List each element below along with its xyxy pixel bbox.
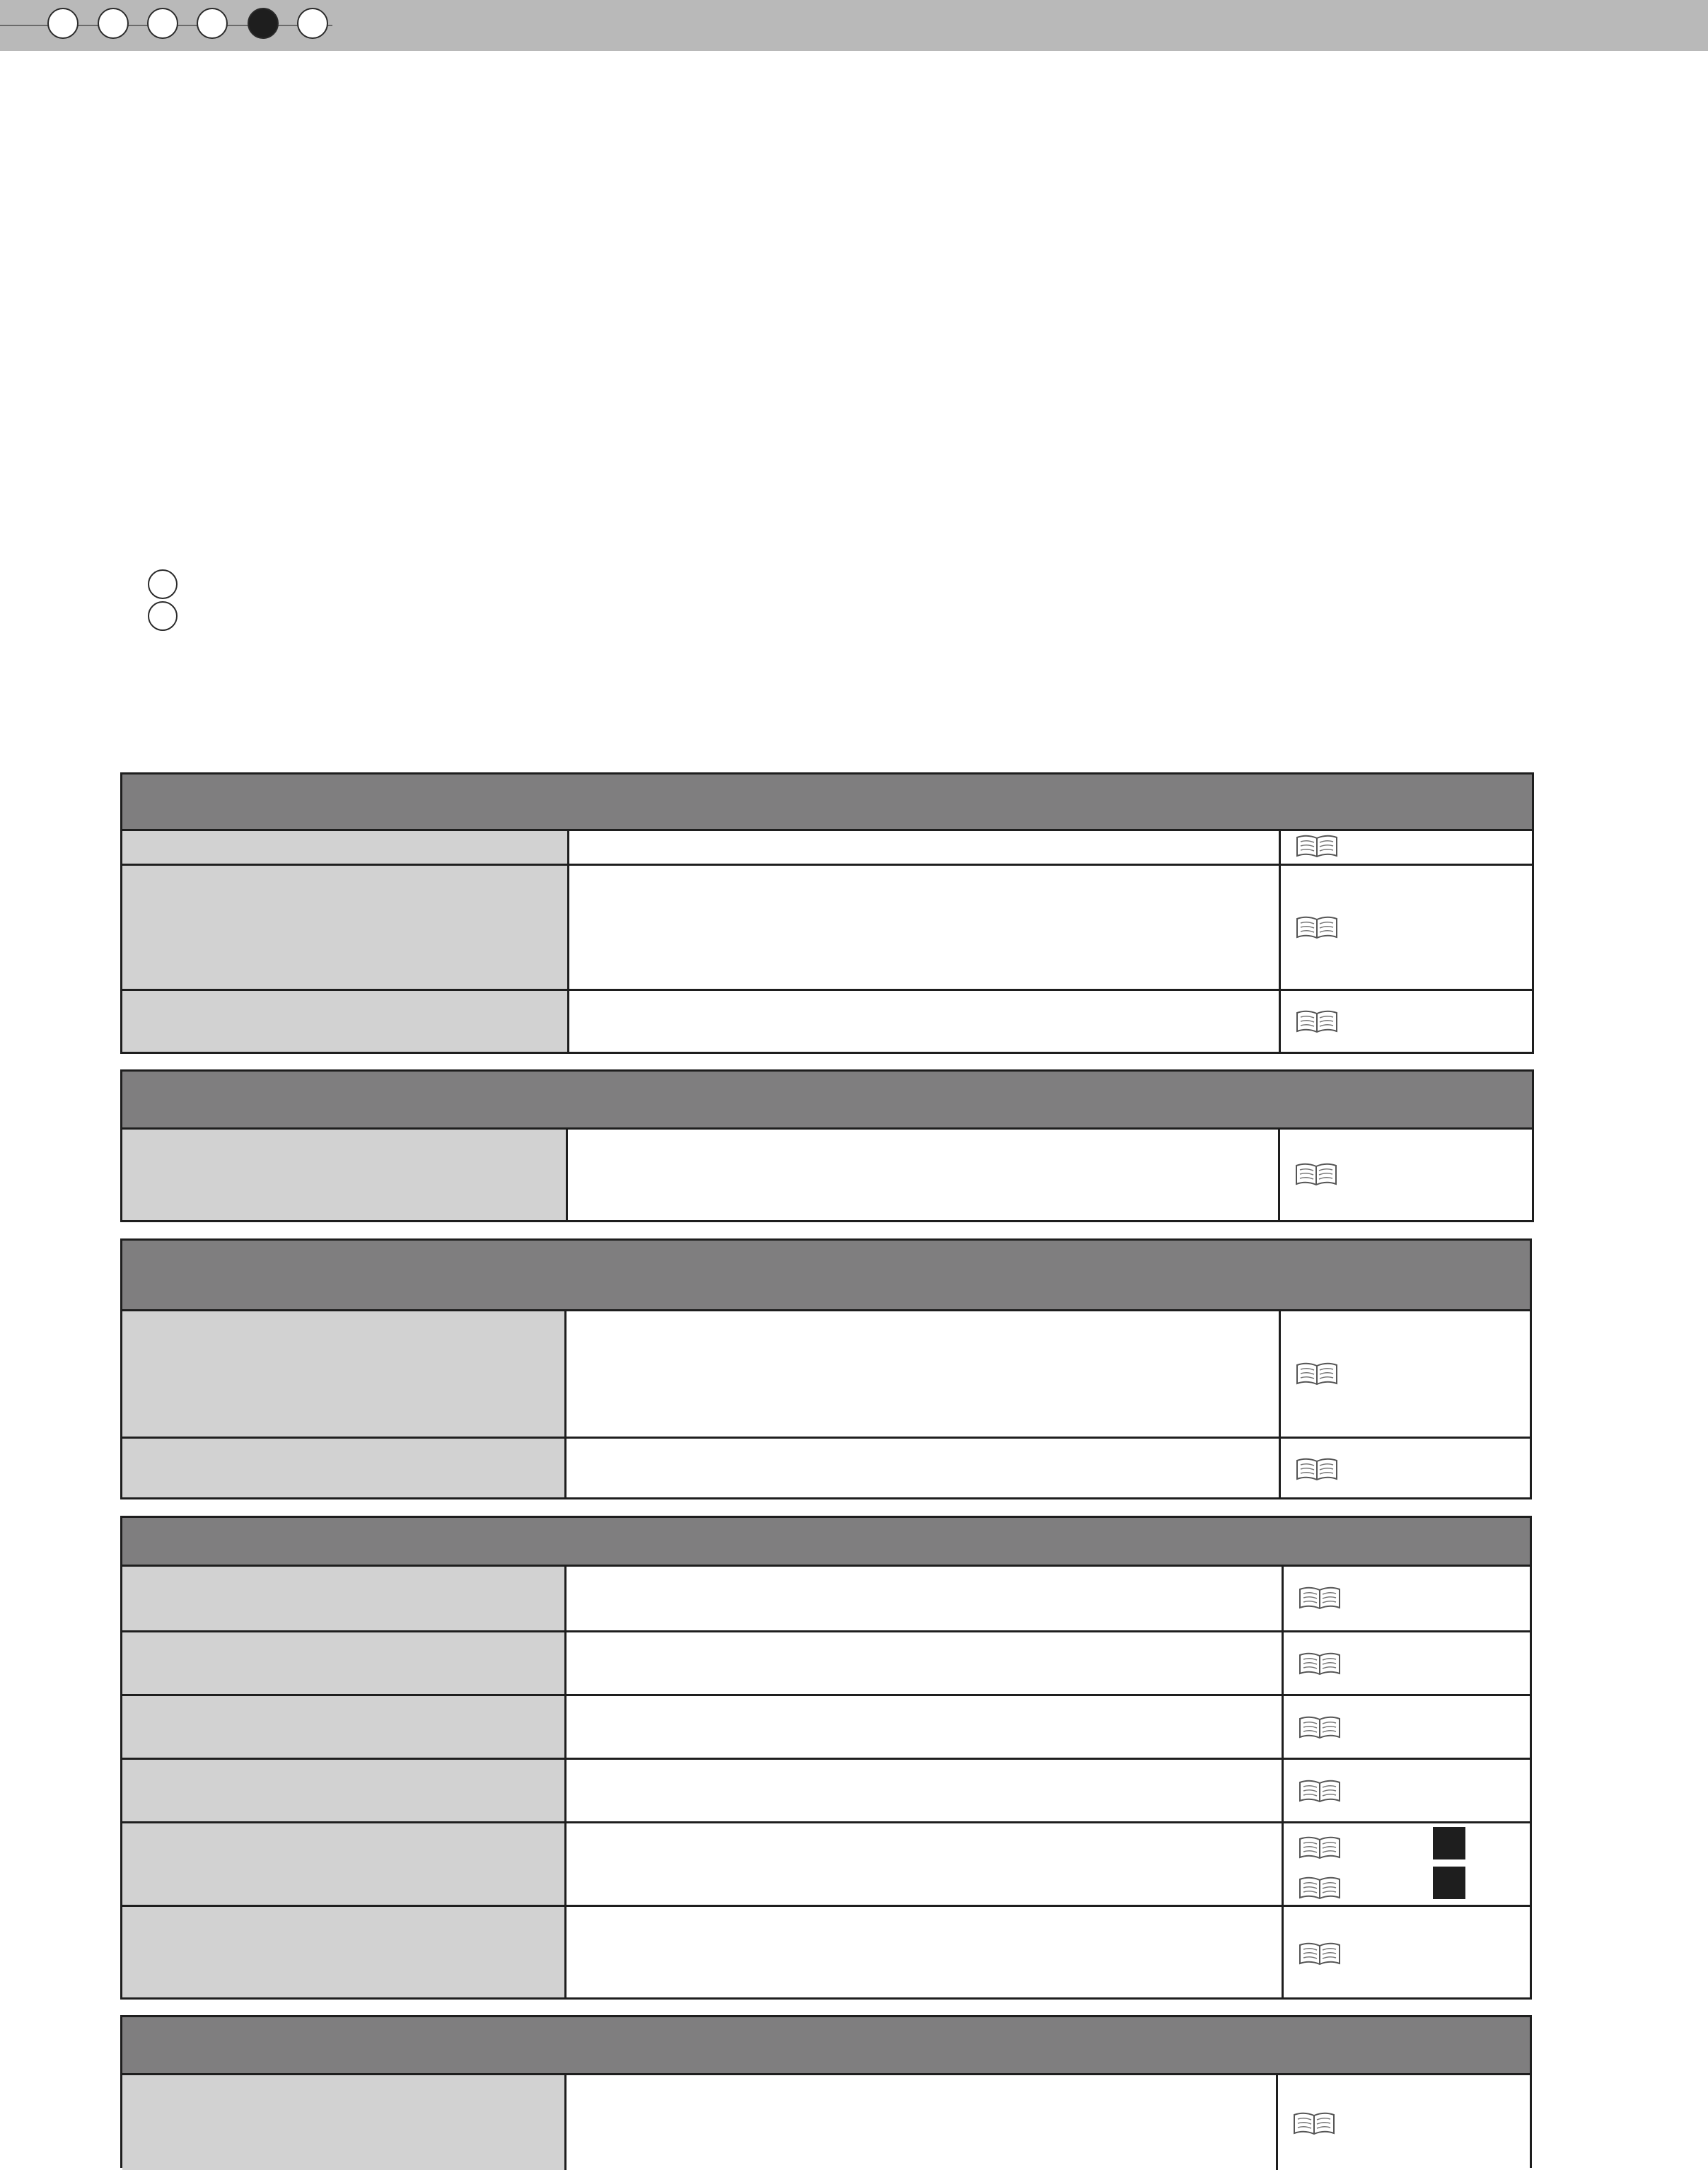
row-description-cell — [567, 1632, 1284, 1694]
row-description-cell — [567, 1823, 1284, 1905]
row-page-ref-cell[interactable] — [1281, 1439, 1530, 1497]
table-row — [122, 1905, 1530, 1997]
row-page-ref-cell[interactable] — [1284, 1696, 1530, 1758]
row-description-cell — [569, 831, 1281, 864]
table-row — [122, 1130, 1532, 1220]
row-label-cell — [122, 1130, 568, 1220]
row-label-cell — [122, 1696, 567, 1758]
settings-table-4 — [120, 1516, 1532, 2000]
row-label-cell — [122, 1823, 567, 1905]
book-icon — [1295, 915, 1339, 940]
row-label-cell — [122, 1760, 567, 1821]
row-description-cell — [567, 1696, 1284, 1758]
row-page-ref-cell[interactable] — [1281, 991, 1532, 1052]
table-row — [122, 1437, 1530, 1497]
row-description-cell — [569, 866, 1281, 989]
table-1-header — [122, 774, 1532, 831]
settings-table-2 — [120, 1069, 1534, 1222]
step-2-indicator[interactable] — [98, 8, 129, 39]
table-row — [122, 1567, 1530, 1630]
row-page-ref-cell[interactable] — [1278, 2075, 1530, 2170]
book-icon — [1298, 1835, 1342, 1860]
table-row — [122, 1311, 1530, 1437]
table-row — [122, 1630, 1530, 1694]
row-page-ref-cell[interactable] — [1284, 1907, 1530, 1997]
row-label-cell — [122, 1439, 567, 1497]
book-icon — [1294, 1161, 1338, 1187]
row-page-ref-cell[interactable] — [1281, 866, 1532, 989]
settings-table-1 — [120, 772, 1534, 1054]
book-icon — [1298, 1875, 1342, 1901]
book-icon — [1298, 1651, 1342, 1676]
row-description-cell — [567, 1311, 1281, 1437]
row-label-cell — [122, 1311, 567, 1437]
step-1-indicator[interactable] — [47, 8, 79, 39]
row-label-cell — [122, 2075, 567, 2170]
black-square-marker — [1433, 1867, 1465, 1899]
book-icon — [1298, 1941, 1342, 1966]
row-description-cell — [567, 2075, 1278, 2170]
table-3-header — [122, 1241, 1530, 1311]
book-icon — [1292, 2111, 1336, 2136]
step-6-indicator[interactable] — [297, 8, 328, 39]
step-3-indicator[interactable] — [147, 8, 178, 39]
row-label-cell — [122, 866, 569, 989]
table-2-header — [122, 1072, 1532, 1130]
book-icon — [1298, 1714, 1342, 1740]
bullet-circle-1 — [148, 569, 178, 599]
row-label-cell — [122, 1632, 567, 1694]
book-icon — [1295, 1361, 1339, 1386]
row-page-ref-cell[interactable] — [1281, 1311, 1530, 1437]
bullet-circle-2 — [148, 601, 178, 631]
table-row — [122, 831, 1532, 864]
step-4-indicator[interactable] — [197, 8, 228, 39]
row-page-ref-cell[interactable] — [1284, 1760, 1530, 1821]
book-icon — [1298, 1778, 1342, 1804]
book-icon — [1295, 1456, 1339, 1482]
table-row — [122, 1694, 1530, 1758]
row-description-cell — [567, 1439, 1281, 1497]
row-description-cell — [567, 1567, 1284, 1630]
settings-table-3 — [120, 1238, 1532, 1499]
row-label-cell — [122, 991, 569, 1052]
row-description-cell — [568, 1130, 1280, 1220]
book-icon — [1298, 1585, 1342, 1611]
row-page-ref-cell[interactable] — [1284, 1567, 1530, 1630]
settings-table-5 — [120, 2015, 1532, 2168]
row-page-ref-cell[interactable] — [1284, 1632, 1530, 1694]
row-page-ref-cell[interactable] — [1280, 1130, 1532, 1220]
book-icon — [1295, 1009, 1339, 1034]
table-row — [122, 989, 1532, 1052]
row-page-ref-cell[interactable] — [1284, 1823, 1530, 1905]
step-5-indicator-active[interactable] — [248, 8, 279, 39]
book-icon — [1295, 833, 1339, 859]
row-description-cell — [569, 991, 1281, 1052]
table-row — [122, 2075, 1530, 2170]
row-label-cell — [122, 1907, 567, 1997]
row-description-cell — [567, 1907, 1284, 1997]
row-label-cell — [122, 831, 569, 864]
row-page-ref-cell[interactable] — [1281, 831, 1532, 864]
table-row — [122, 1758, 1530, 1821]
row-description-cell — [567, 1760, 1284, 1821]
black-square-marker — [1433, 1827, 1465, 1859]
table-5-header — [122, 2017, 1530, 2075]
table-row — [122, 864, 1532, 989]
row-label-cell — [122, 1567, 567, 1630]
table-4-header — [122, 1518, 1530, 1567]
table-row — [122, 1821, 1530, 1905]
